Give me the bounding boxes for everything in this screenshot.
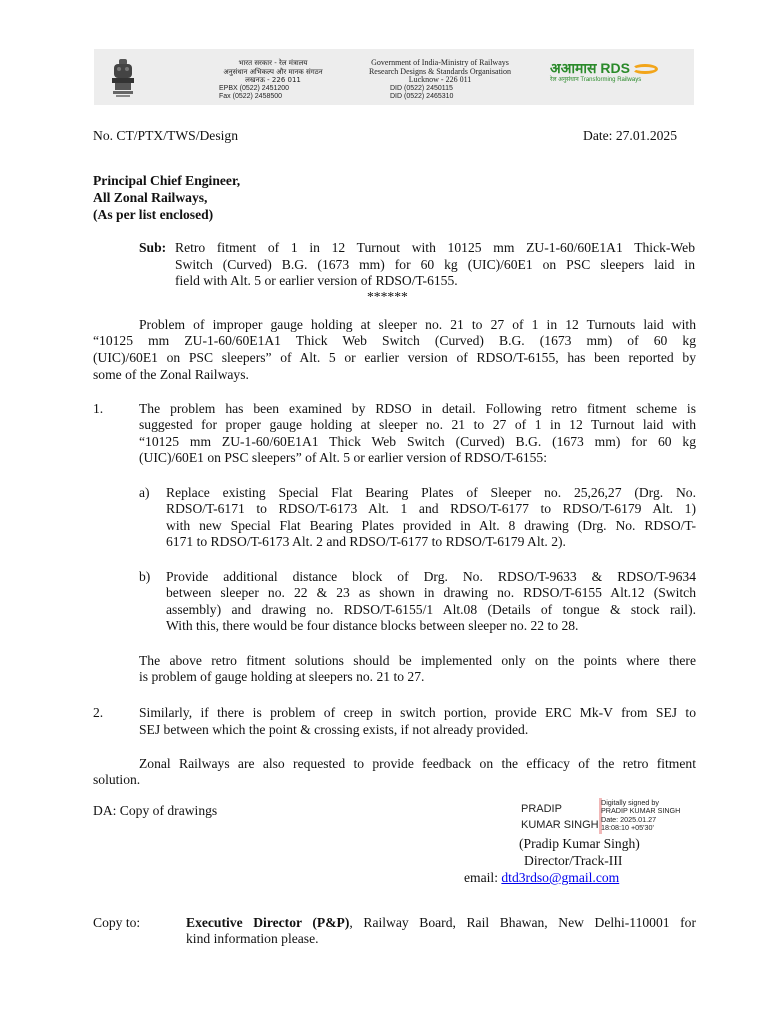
national-emblem-icon (110, 58, 136, 98)
digital-sign-line-1: Digitally signed by (601, 798, 659, 807)
item-b-line-4: With this, there would be four distance blocks between sleeper no. 22 to 28. (166, 618, 579, 633)
point-1-number: 1. (93, 401, 104, 416)
digital-sign-line-3: Date: 2025.01.27 (601, 815, 657, 824)
eng-line-3: Lucknow - 226 011 (408, 75, 472, 84)
subject-line-2: Switch (Curved) B.G. (1673 mm) for 60 kg (UIC)/60E1 on PSC sleepers laid in (175, 257, 695, 272)
copy-to-line-2: kind information please. (186, 931, 319, 946)
point-1-line-1: The problem has been examined by RDSO in detail. Following retro fitment scheme is (139, 401, 696, 416)
copy-to-label: Copy to: (93, 915, 141, 930)
copy-to-recipient: Executive Director (P&P) (186, 915, 350, 930)
logo-tagline: रेल अनुसंधान Transforming Railways (550, 77, 642, 83)
signature-name-line-2: KUMAR SINGH (521, 819, 599, 831)
note-line-2: is problem of gauge holding at sleepers no. 21 to 27. (139, 669, 425, 684)
enclosure-note: DA: Copy of drawings (93, 803, 218, 818)
rdso-logo-icon (550, 60, 686, 96)
signatory-designation: Director/Track-III (524, 853, 623, 868)
closing-line-2: solution. (93, 772, 141, 787)
hindi-line-2: अनुसंधान अभिकल्प और मानक संगठन (223, 67, 323, 76)
email-link[interactable]: dtd3rdso@gmail.com (501, 870, 620, 885)
point-2-line-1: Similarly, if there is problem of creep in switch portion, provide ERC Mk-V from SEJ to (139, 705, 696, 720)
reference-number: No. CT/PTX/TWS/Design (93, 128, 238, 143)
point-2-line-2: SEJ between which the point & crossing exists, if not already provided. (139, 722, 529, 737)
email-line (464, 869, 619, 886)
intro-line-3: (UIC)/60E1 on PSC sleepers” of Alt. 5 or earlier version of RDSO/T-6155, has been reported by (93, 350, 696, 365)
letter-date: Date: 27.01.2025 (583, 128, 678, 143)
item-a-line-3: with new Special Flat Bearing Plates provided in Alt. 8 drawing (Drg. No. RDSO/T- (166, 518, 696, 533)
digital-sign-line-2: PRADIP KUMAR SINGH (601, 806, 681, 815)
item-b-line-1: Provide additional distance block of Drg. No. RDSO/T-9633 & RDSO/T-9634 (166, 569, 696, 584)
eng-line-2: Research Designs & Standards Organisation (368, 66, 512, 76)
subject-label: Sub: (139, 240, 167, 255)
hindi-epbx: EPBX (0522) 2451200 (219, 84, 290, 92)
signature-name-line-1: PRADIP (521, 803, 562, 815)
addressee-line-3: (As per list enclosed) (93, 207, 214, 222)
digital-sign-line-4: 18:08:10 +05'30' (601, 823, 654, 832)
point-1-line-4: (UIC)/60E1 on PSC sleepers” of Alt. 5 or earlier version of RDSO/T-6155: (139, 450, 548, 465)
letterhead (94, 49, 694, 105)
closing-line-1: Zonal Railways are also requested to provide feedback on the efficacy of the retro fitment (139, 756, 696, 771)
item-b-line-2: between sleeper no. 22 & 23 as shown in drawing no. RDSO/T-6155 Alt.12 (Switch (166, 585, 696, 600)
copy-to-line-1 (186, 914, 696, 931)
logo-text: अआमास RDS (550, 60, 630, 76)
item-a-line-2: RDSO/T-6171 to RDSO/T-6173 Alt. 1 and RDSO/T-6177 to RDSO/T-6179 Alt. 1) (166, 501, 696, 516)
item-a-line-4: 6171 to RDSO/T-6173 Alt. 2 and RDSO/T-6177 to RDSO/T-6179 Alt. 2). (166, 534, 566, 549)
point-1-line-2: suggested for proper gauge holding at sleeper no. 21 to 27 of 1 in 12 Turnout laid with (139, 417, 696, 432)
letterhead-english-block (340, 59, 540, 102)
addressee-line-1: Principal Chief Engineer, (93, 173, 241, 188)
logo-swoosh-icon (632, 64, 658, 74)
item-a-label: a) (139, 485, 150, 500)
hindi-line-3: लखनऊ - 226 011 (245, 76, 301, 84)
intro-line-2: “10125 mm ZU-1-60/60E1A1 Thick Web Switch (Curved) B.G. (1673 mm) of 60 kg (93, 333, 696, 348)
eng-did-1: DID (0522) 2450115 (390, 84, 453, 92)
note-line-1: The above retro fitment solutions should be implemented only on the points where there (139, 653, 696, 668)
intro-line-4: some of the Zonal Railways. (93, 367, 249, 382)
copy-to-line-1-rest: , Railway Board, Rail Bhawan, New Delhi-110001 for (349, 915, 697, 930)
item-b-line-3: assembly) and drawing no. RDSO/T-6155/1 Alt.08 (Details of tongue & stock rail). (166, 602, 696, 617)
point-2-number: 2. (93, 705, 104, 720)
hindi-fax: Fax (0522) 2458500 (219, 93, 283, 100)
email-label: email: (464, 870, 502, 885)
subject-line-1: Retro fitment of 1 in 12 Turnout with 10125 mm ZU-1-60/60E1A1 Thick-Web (175, 240, 695, 255)
point-1-line-3: “10125 mm ZU-1-60/60E1A1 Thick Web Switch (Curved) B.G. (1673 mm) for 60 kg (139, 434, 696, 449)
eng-did-2: DID (0522) 2465310 (390, 93, 454, 100)
subject-separator: ****** (367, 289, 408, 304)
subject-line-3: field with Alt. 5 or earlier version of RDSO/T-6155. (175, 273, 458, 288)
signatory-printed-name: (Pradip Kumar Singh) (519, 836, 640, 851)
item-b-label: b) (139, 569, 151, 584)
item-a-line-1: Replace existing Special Flat Bearing Plates of Sleeper no. 25,26,27 (Drg. No. (166, 485, 696, 500)
addressee-line-2: All Zonal Railways, (93, 190, 208, 205)
hindi-line-1: भारत सरकार - रेल मंत्रालय (238, 59, 308, 67)
eng-line-1: Government of India-Ministry of Railways (371, 58, 509, 67)
intro-line-1: Problem of improper gauge holding at sleeper no. 21 to 27 of 1 in 12 Turnouts laid with (139, 317, 696, 332)
